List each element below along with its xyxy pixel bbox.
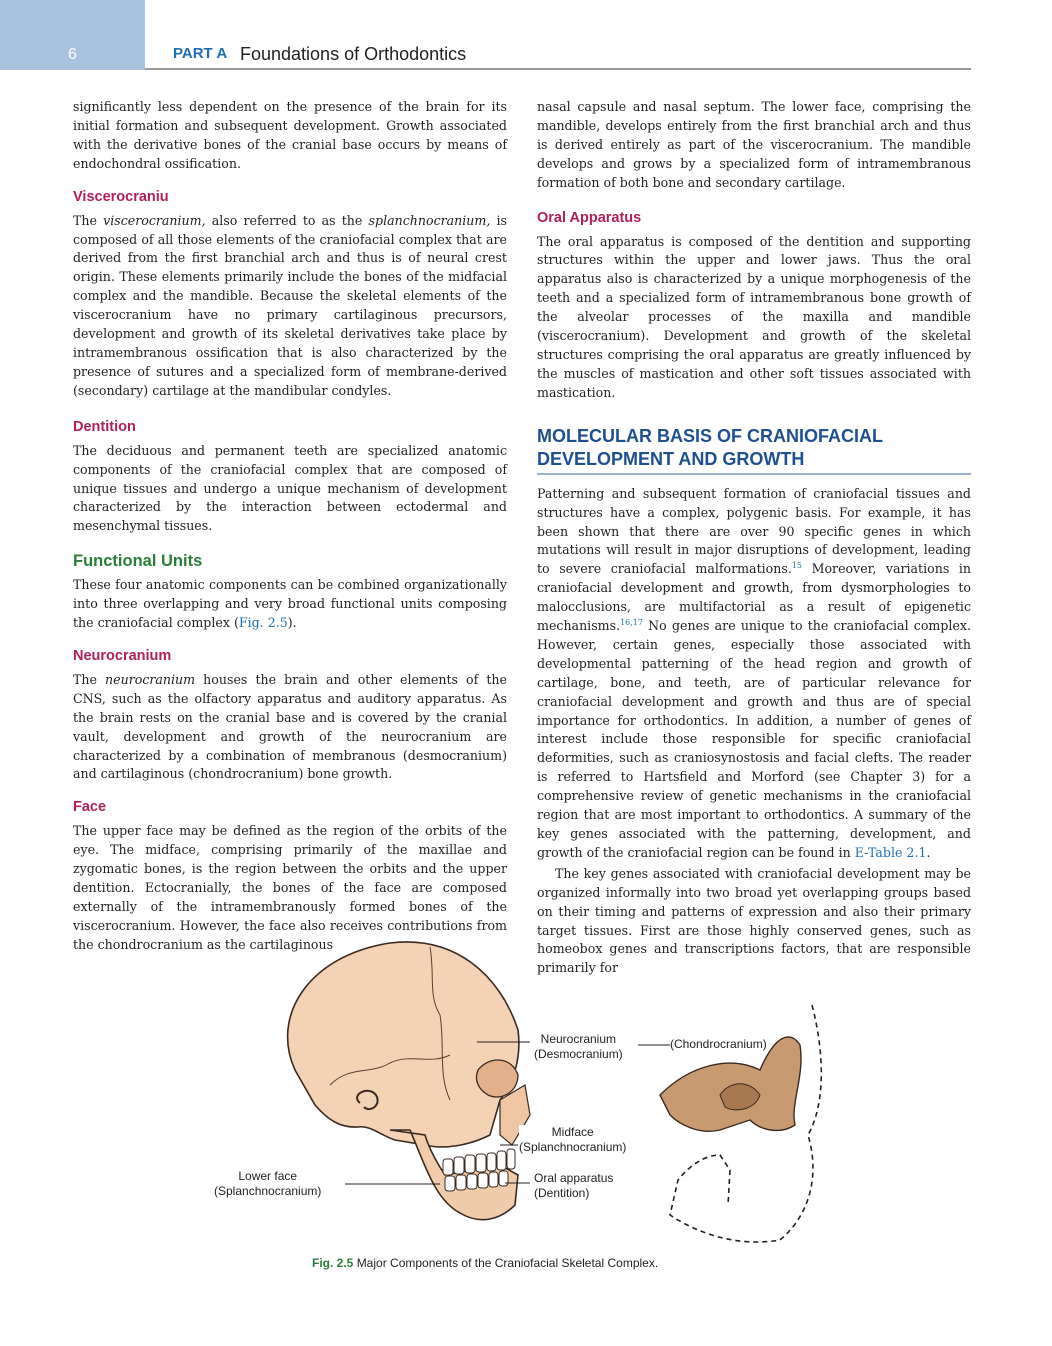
cranium-shape [288,942,519,1147]
figure-link[interactable]: Fig. 2.5 [238,615,288,631]
functional-units-heading: Functional Units [73,552,203,571]
molecular-paragraph-2: The key genes associated with craniofacial development may be organized informally into two broad yet overlapping groups based on their timing and patterns of expression and also their primary target tissues. First are those highly conserved genes, such as homeobox genes and transcriptions factors, that are responsible primarily for [537,865,971,976]
viscerocranium-heading: Viscerocraniu [73,188,169,205]
molecular-paragraph-1: Patterning and subsequent formation of craniofacial tissues and structures have a complex, polygenic basis. For example, it has been shown that there are over 90 specific genes in which mutations will result in major disruptions of development, leading to severe craniofacial malformations.$^{15}$ Moreover, variations in craniofacial development and growth, from dysmorphologies to malocclusions, are multifactorial as a result of epigenetic mechanisms.$^{16,17}$ No genes are unique to the craniofacial complex. However, certain genes, especially those associated with developmental patterning of the head region and growth of cartilage, bone, and teeth, are of particular relevance for craniofacial development and growth and thus are of special importance for orthodontics. In addition, a number of genes of interest include those responsible for specific craniofacial deformities, such as craniosynostosis and facial clefts. The reader is referred to Hartsfield and Morford (see Chapter 3) for a comprehensive review of genetic mechanisms in the craniofacial region that are most important to orthodontics. A summary of the key genes associated with the patterning, development, and growth of the craniofacial region can be found in E-Table 2.1. [537,485,972,860]
label-neurocranium: Neurocranium (Desmocranium) [534,1032,623,1061]
continued-paragraph: nasal capsule and nasal septum. The lower face, comprising the mandible, develops entirely from the first branchial arch and thus is derived entirely as part of the viscerocranium. The mandible develops and grows by a specialized form of intramembranous formation of both bone and secondary cartilage. [537,99,971,190]
label-midface: Midface (Splanchnocranium) [519,1125,627,1154]
neurocranium-paragraph: The neurocranium houses the brain and other elements of the CNS, such as the olfactory apparatus and auditory apparatus. As the brain rests on the cranial base and is covered by the cranial vault, development and growth of the neurocranium are characterized by a combination of membranous (desmocranium) and cartilaginous (chondrocranium) bone growth. [73,671,507,782]
running-header-title: Foundations of Orthodontics [240,44,467,64]
orbit-shape [476,1060,518,1097]
label-chondrocranium: (Chondrocranium) [670,1037,767,1051]
figure-2-5 [200,935,850,1255]
oral-apparatus-paragraph: The oral apparatus is composed of the dentition and supporting structures within the upper and lower jaws. Thus the oral apparatus also is characterized by a unique morphogenesis of the teeth and a specialized form of intramembranous bone growth of the alveolar processes of the maxilla and mandible (viscerocranium). Development and growth of the skeletal structures comprising the oral apparatus are greatly influenced by the muscles of mastication and other soft tissues associated with mastication. [537,233,971,400]
page-number: 6 [68,46,77,63]
skull-illustration [200,935,850,1255]
face-paragraph: The upper face may be defined as the region of the orbits of the eye. The midface, comprising primarily of the maxillae and zygomatic bones, is the region between the orbits and the upper dentition. Ectocranially, the bones of the face are composed externally of the intramembranously formed bones of the viscerocranium. However, the face also receives contributions from the chondrocranium as the cartilaginous [73,823,507,952]
dentition-paragraph: The deciduous and permanent teeth are specialized anatomic components of the craniofacial complex that are composed of unique tissues and undergo a unique mechanism of development characterized by the interaction between ectodermal and mesenchymal tissues. [73,442,507,534]
intro-paragraph: significantly less dependent on the presence of the brain for its initial formation and subsequent development. Growth associated with the derivative bones of the cranial base occurs by means of endochondral ossification. [73,99,507,171]
dentition-heading: Dentition [73,418,136,435]
oral-apparatus-heading: Oral Apparatus [537,209,642,226]
figure-caption [312,1256,658,1270]
label-lower-face: Lower face (Splanchnocranium) [214,1169,322,1198]
section-heading: MOLECULAR BASIS OF CRANIOFACIAL DEVELOPMENT AND GROWTH [537,425,971,475]
caption-number: Fig. 2.5 [312,1256,354,1270]
viscerocranium-paragraph: The viscerocranium, also referred to as the splanchnocranium, is composed of all those elements of the craniofacial complex that are derived from the first branchial arch and thus is of neural crest origin. These elements primarily include the bones of the midfacial complex and the mandible. Because the skeletal elements of the viscerocranium have no primary cartilaginous precursors, development and growth of its skeletal derivatives take place by intramembranous ossification that is also characterized by the presence of sutures and a specialized form of membrane-derived (secondary) cartilage at the mandibular condyles. [73,212,508,398]
neurocranium-heading: Neurocranium [73,647,172,664]
label-oral-apparatus: Oral apparatus (Dentition) [534,1171,614,1200]
face-heading: Face [73,799,107,816]
part-label: PART A [173,45,228,62]
teeth-group [443,1149,515,1191]
right-column [537,98,971,978]
left-column [73,98,507,955]
caption-text: Major Components of the Craniofacial Skeletal Complex. [356,1256,659,1270]
functional-units-paragraph: These four anatomic components can be combined organizationally into three overlapping and very broad functional units composing the craniofacial complex (Fig. 2.5). [73,577,507,631]
reference-16-17[interactable]: 16,17 [620,617,643,627]
etable-link[interactable]: E-Table 2.1 [854,844,927,860]
header-rule [145,68,971,70]
reference-15[interactable]: 15 [791,561,803,571]
